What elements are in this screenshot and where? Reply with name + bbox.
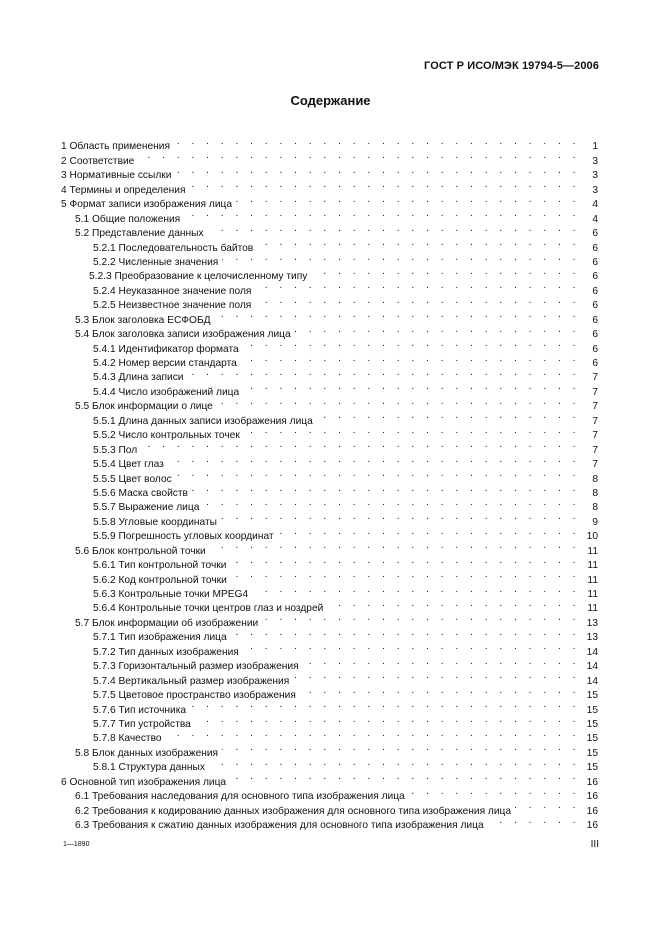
toc-entry-page: 8 bbox=[592, 502, 598, 514]
toc-leader-dots bbox=[515, 799, 580, 813]
toc-leader-dots bbox=[230, 554, 580, 568]
toc-entry-title: 2 Соответствие bbox=[61, 155, 135, 167]
toc-leader-dots bbox=[255, 279, 580, 293]
toc-entry[interactable] bbox=[61, 164, 598, 182]
toc-entry-page: 6 bbox=[592, 358, 598, 369]
toc-entry-page: 15 bbox=[586, 690, 598, 702]
toc-leader-dots bbox=[195, 713, 580, 727]
toc-entry-page: 9 bbox=[592, 516, 598, 528]
toc-leader-dots bbox=[295, 323, 580, 337]
toc-leader-dots bbox=[210, 539, 580, 553]
toc-leader-dots bbox=[327, 597, 580, 611]
toc-entry-title: 6.1 Требования наследования для основного типа изображения лица bbox=[75, 791, 405, 803]
toc-entry-page: 10 bbox=[586, 531, 598, 543]
toc-leader-dots bbox=[175, 164, 580, 178]
toc-entry-title: 5.5.9 Погрешность угловых координат bbox=[93, 531, 274, 543]
toc-leader-dots bbox=[215, 308, 580, 322]
toc-entry-page: 6 bbox=[592, 256, 598, 268]
toc-entry-page: 13 bbox=[586, 617, 598, 629]
toc-leader-dots bbox=[141, 438, 580, 452]
toc-leader-dots bbox=[252, 583, 580, 597]
toc-leader-dots bbox=[241, 352, 580, 366]
toc-leader-dots bbox=[203, 496, 580, 510]
toc-entry-title: 5.2.1 Последовательность байтов bbox=[93, 242, 254, 254]
toc-entry-title: 5.5 Блок информации о лице bbox=[75, 401, 213, 413]
toc-leader-dots bbox=[243, 380, 580, 394]
toc-entry-title: 5.3 Блок заголовка ЕСФОБД bbox=[75, 314, 211, 326]
toc-entry-title: 5.5.6 Маска свойств bbox=[93, 487, 188, 499]
toc-entry-page: 7 bbox=[592, 415, 598, 427]
toc-entry-title: 5.5.4 Цвет глаз bbox=[93, 459, 164, 471]
toc-leader-dots bbox=[168, 453, 580, 467]
toc-entry-page: 14 bbox=[586, 661, 598, 673]
toc-entry-title: 5.2.2 Численные значения bbox=[93, 256, 219, 268]
toc-entry-page: 16 bbox=[586, 820, 598, 831]
toc-leader-dots bbox=[222, 251, 580, 265]
toc-entry-title: 6 Основной тип изображения лица bbox=[61, 776, 227, 788]
toc-leader-dots bbox=[217, 395, 580, 409]
document-standard-number: ГОСТ Р ИСО/МЭК 19794-5—2006 bbox=[424, 60, 599, 72]
toc-entry-title: 5.6.2 Код контрольной точки bbox=[93, 574, 227, 586]
toc-leader-dots bbox=[190, 698, 580, 712]
toc-entry-page: 11 bbox=[587, 589, 598, 600]
toc-entry-page: 1 bbox=[592, 141, 598, 153]
toc-entry[interactable] bbox=[61, 453, 598, 471]
toc-entry[interactable] bbox=[61, 135, 598, 153]
toc-entry-title: 5.7.2 Тип данных изображения bbox=[93, 646, 239, 658]
toc-leader-dots bbox=[231, 568, 580, 582]
toc-title: Содержание bbox=[290, 93, 371, 108]
toc-entry-title: 5.6.4 Контрольные точки центров глаз и ноздрей bbox=[93, 603, 324, 615]
toc-entry-title: 1 Область применения bbox=[61, 141, 170, 153]
toc-entry-title: 5.4.3 Длина записи bbox=[93, 372, 184, 384]
toc-entry-title: 5.2.5 Неизвестное значение поля bbox=[93, 300, 252, 312]
toc-leader-dots bbox=[243, 640, 580, 654]
toc-leader-dots bbox=[255, 294, 580, 308]
toc-leader-dots bbox=[138, 149, 580, 163]
toc-leader-dots bbox=[176, 467, 580, 481]
toc-entry-title: 5.5.7 Выражение лица bbox=[93, 502, 200, 514]
toc-entry-title: 5.6.3 Контрольные точки MPEG4 bbox=[93, 589, 249, 600]
toc-entry-page: 6 bbox=[592, 314, 598, 326]
toc-entry-title: 5.4.1 Идентификатор формата bbox=[93, 343, 239, 355]
toc-entry-title: 5.8 Блок данных изображения bbox=[75, 747, 219, 759]
toc-entry-page: 13 bbox=[586, 632, 598, 644]
toc-entry-page: 7 bbox=[592, 386, 598, 398]
toc-entry-title: 5.8.1 Структура данных bbox=[93, 762, 205, 774]
toc-leader-dots bbox=[184, 207, 580, 221]
toc-entry-title: 5.7.1 Тип изображения лица bbox=[93, 632, 227, 644]
toc-leader-dots bbox=[293, 669, 580, 683]
toc-entry-page: 15 bbox=[586, 733, 598, 745]
toc-leader-dots bbox=[222, 741, 580, 755]
toc-entry-page: 4 bbox=[592, 199, 598, 211]
toc-entry-title: 5.7.7 Тип устройства bbox=[93, 718, 191, 730]
toc-entry-page: 11 bbox=[587, 603, 598, 615]
toc-leader-dots bbox=[236, 193, 580, 207]
toc-entry-title: 5.4 Блок заголовка записи изображения лица bbox=[75, 329, 291, 341]
toc-entry-title: 5.5.2 Число контрольных точек bbox=[93, 430, 240, 442]
toc-entry-page: 7 bbox=[592, 372, 598, 384]
toc-entry-title: 5.7 Блок информации об изображении bbox=[75, 617, 259, 629]
toc-entry-page: 6 bbox=[592, 343, 598, 355]
toc-entry-page: 14 bbox=[586, 646, 598, 658]
toc-entry-page: 11 bbox=[587, 545, 598, 557]
toc-entry-page: 6 bbox=[592, 300, 598, 312]
toc-entry-page: 7 bbox=[592, 444, 598, 456]
toc-leader-dots bbox=[174, 135, 580, 149]
toc-entry-page: 3 bbox=[592, 155, 598, 167]
toc-leader-dots bbox=[244, 424, 580, 438]
toc-leader-dots bbox=[221, 510, 580, 524]
toc-entry-page: 8 bbox=[592, 473, 598, 485]
toc-entry[interactable] bbox=[61, 149, 598, 167]
footer-page-number: III bbox=[590, 839, 599, 850]
toc-entry-title: 5 Формат записи изображения лица bbox=[61, 199, 233, 211]
toc-entry-page: 7 bbox=[592, 459, 598, 471]
toc-entry-title: 6.2 Требования к кодированию данных изображения для основного типа изображения лица bbox=[75, 805, 512, 817]
toc-entry-title: 5.7.6 Тип источника bbox=[93, 704, 187, 716]
toc-entry-title: 5.5.1 Длина данных записи изображения лица bbox=[93, 415, 313, 427]
toc-entry-title: 6.3 Требования к сжатию данных изображения для основного типа изображения лица bbox=[75, 820, 484, 831]
toc-entry-page: 6 bbox=[592, 228, 598, 240]
toc-leader-dots bbox=[187, 366, 580, 380]
toc-leader-dots bbox=[192, 482, 580, 496]
toc-leader-dots bbox=[262, 611, 580, 625]
toc-leader-dots bbox=[243, 337, 580, 351]
table-of-contents bbox=[61, 135, 598, 831]
toc-entry-title: 5.5.3 Пол bbox=[93, 444, 138, 456]
toc-entry-page: 16 bbox=[586, 805, 598, 817]
toc-entry-page: 3 bbox=[592, 184, 598, 196]
toc-entry[interactable] bbox=[61, 438, 598, 456]
toc-entry-title: 5.2.4 Неуказанное значение поля bbox=[93, 285, 252, 297]
toc-leader-dots bbox=[189, 178, 580, 192]
toc-entry-page: 3 bbox=[592, 170, 598, 182]
toc-entry-page: 15 bbox=[586, 747, 598, 759]
toc-entry-title: 5.5.5 Цвет волос bbox=[93, 473, 172, 485]
toc-leader-dots bbox=[311, 265, 580, 279]
toc-entry-page: 6 bbox=[592, 271, 598, 283]
toc-entry-page: 11 bbox=[587, 560, 598, 572]
toc-entry-page: 15 bbox=[586, 718, 598, 730]
toc-leader-dots bbox=[488, 814, 580, 828]
toc-entry-page: 16 bbox=[586, 776, 598, 788]
toc-entry-page: 7 bbox=[592, 401, 598, 413]
toc-entry-title: 5.4.4 Число изображений лица bbox=[93, 386, 240, 398]
toc-entry-title: 5.7.5 Цветовое пространство изображения bbox=[93, 690, 296, 702]
toc-leader-dots bbox=[230, 770, 580, 784]
toc-entry-title: 5.7.4 Вертикальный размер изображения bbox=[93, 675, 290, 687]
toc-entry-title: 5.2 Представление данных bbox=[75, 228, 204, 240]
toc-entry-page: 7 bbox=[592, 430, 598, 442]
toc-leader-dots bbox=[317, 409, 580, 423]
toc-leader-dots bbox=[257, 236, 580, 250]
toc-entry-title: 5.2.3 Преобразование к целочисленному типу bbox=[89, 271, 308, 283]
footer-print-code: 1—1890 bbox=[63, 841, 90, 848]
toc-entry-page: 11 bbox=[587, 574, 598, 586]
toc-entry-title: 4 Термины и определения bbox=[61, 184, 186, 196]
toc-leader-dots bbox=[278, 525, 580, 539]
toc-entry-title: 5.6 Блок контрольной точки bbox=[75, 545, 206, 557]
toc-entry-page: 8 bbox=[592, 487, 598, 499]
toc-entry-title: 5.1 Общие положения bbox=[75, 213, 181, 225]
toc-entry-title: 5.6.1 Тип контрольной точки bbox=[93, 560, 227, 572]
toc-entry-title: 5.5.8 Угловые координаты bbox=[93, 516, 217, 528]
toc-entry-title: 5.7.8 Качество bbox=[93, 733, 162, 745]
toc-entry-page: 4 bbox=[592, 213, 598, 225]
toc-entry-page: 15 bbox=[586, 762, 598, 774]
toc-entry-page: 16 bbox=[586, 791, 598, 803]
toc-leader-dots bbox=[166, 727, 580, 741]
toc-entry-page: 6 bbox=[592, 242, 598, 254]
toc-leader-dots bbox=[208, 222, 580, 236]
toc-entry-title: 5.4.2 Номер версии стандарта bbox=[93, 358, 237, 369]
toc-leader-dots bbox=[303, 655, 580, 669]
toc-leader-dots bbox=[209, 756, 580, 770]
toc-leader-dots bbox=[231, 626, 580, 640]
toc-entry-page: 14 bbox=[586, 675, 598, 687]
toc-leader-dots bbox=[300, 684, 580, 698]
toc-entry-page: 6 bbox=[592, 329, 598, 341]
toc-entry-page: 6 bbox=[592, 285, 598, 297]
toc-entry-title: 3 Нормативные ссылки bbox=[61, 170, 172, 182]
toc-leader-dots bbox=[409, 785, 580, 799]
toc-entry-page: 15 bbox=[586, 704, 598, 716]
toc-entry-title: 5.7.3 Горизонтальный размер изображения bbox=[93, 661, 299, 673]
